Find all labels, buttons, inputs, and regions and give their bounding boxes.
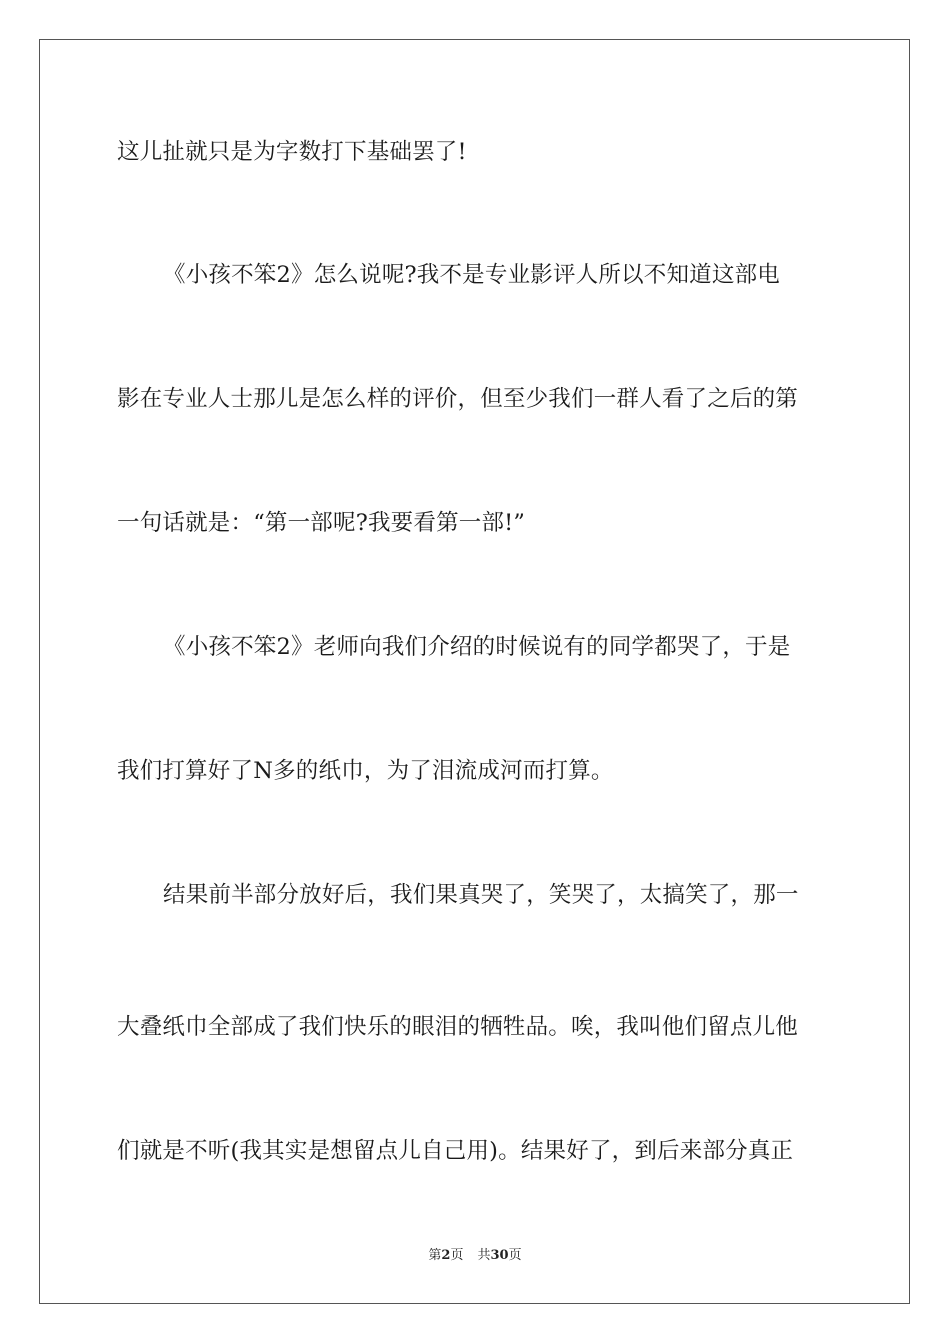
footer-page-prefix: 第: [428, 1248, 442, 1263]
body-line-1: 这儿扯就只是为字数打下基础罢了!: [117, 139, 467, 165]
body-line-6: 我们打算好了N多的纸巾，为了泪流成河而打算。: [117, 758, 614, 784]
footer-page-suffix: 页: [450, 1248, 464, 1263]
body-line-2: 《小孩不笨2》怎么说呢?我不是专业影评人所以不知道这部电: [163, 262, 780, 288]
footer-total-suffix: 页: [508, 1248, 522, 1263]
page-footer: [0, 1247, 950, 1265]
footer-total-pages: 30: [490, 1248, 509, 1263]
footer-total-prefix: 共: [477, 1248, 491, 1263]
body-line-7: 结果前半部分放好后，我们果真哭了，笑哭了，太搞笑了，那一: [163, 882, 799, 908]
body-line-8: 大叠纸巾全部成了我们快乐的眼泪的牺牲品。唉，我叫他们留点儿他: [117, 1014, 799, 1040]
body-line-3: 影在专业人士那儿是怎么样的评价，但至少我们一群人看了之后的第: [117, 386, 799, 412]
page-frame: [39, 39, 910, 1304]
footer-page-number: 2: [441, 1248, 451, 1263]
body-line-9: 们就是不听(我其实是想留点儿自己用)。结果好了，到后来部分真正: [117, 1138, 794, 1164]
body-line-4: 一句话就是：“第一部呢?我要看第一部!”: [117, 510, 526, 536]
body-line-5: 《小孩不笨2》老师向我们介绍的时候说有的同学都哭了，于是: [163, 634, 791, 660]
